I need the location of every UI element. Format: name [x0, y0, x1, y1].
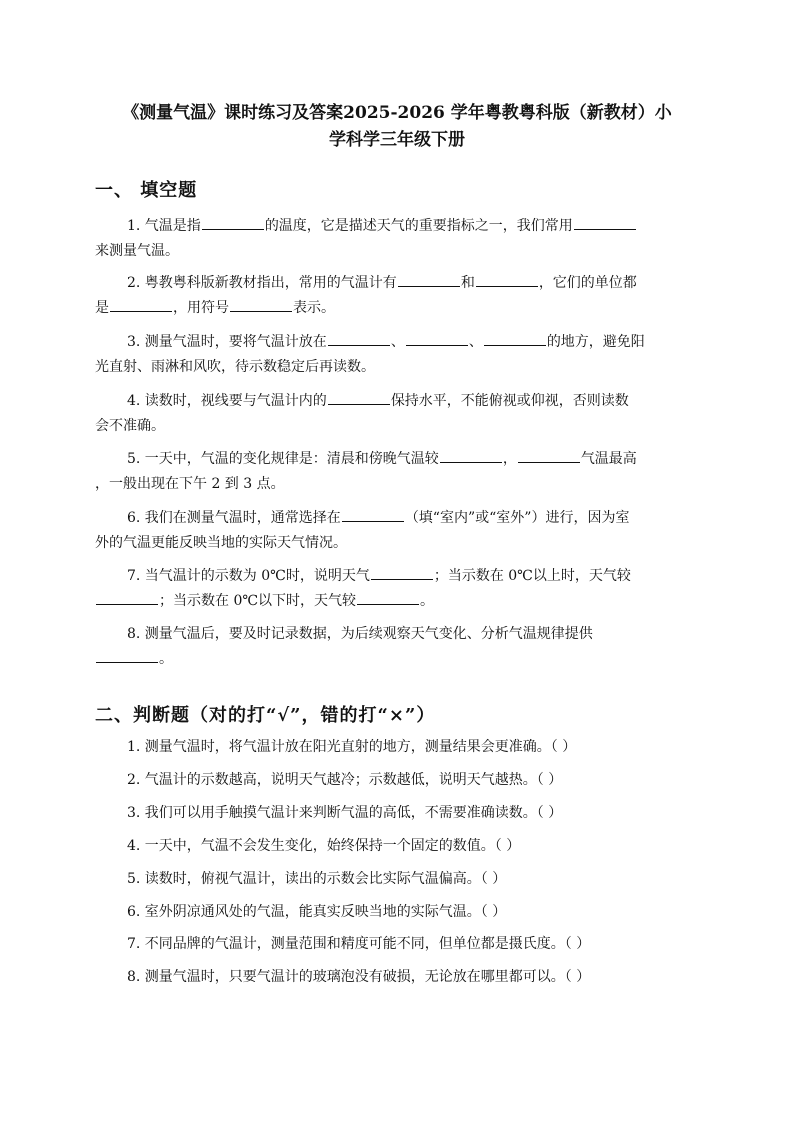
- question-line: 外的气温更能反映当地的实际天气情况。: [95, 535, 347, 551]
- question-8: [95, 622, 699, 672]
- question-4: [95, 389, 699, 439]
- true-false-item[interactable]: 5. 读数时，俯视气温计，读出的示数会比实际气温偏高。（ ）: [127, 871, 507, 887]
- answer-blank[interactable]: [230, 296, 292, 312]
- true-false-item[interactable]: 8. 测量气温时，只要气温计的玻璃泡没有破损，无论放在哪里都可以。（ ）: [127, 969, 591, 985]
- section-heading-fill-in: 一、 填空题: [95, 180, 198, 201]
- question-line: 是 ，用符号 表示。: [95, 296, 699, 321]
- answer-blank[interactable]: [96, 647, 158, 663]
- question-line: 来测量气温。: [95, 243, 179, 259]
- answer-blank[interactable]: [574, 214, 636, 230]
- question-line: 。: [95, 647, 699, 672]
- true-false-item[interactable]: 6. 室外阴凉通风处的气温，能真实反映当地的实际气温。（ ）: [127, 904, 507, 920]
- true-false-item[interactable]: 7. 不同品牌的气温计，测量范围和精度可能不同，但单位都是摄氏度。（ ）: [127, 936, 591, 952]
- question-line: 6. 我们在测量气温时，通常选择在 （填“室内”或“室外”）进行，因为室: [95, 506, 699, 531]
- question-line: 4. 读数时，视线要与气温计内的 保持水平，不能俯视或仰视，否则读数: [95, 389, 699, 414]
- title-line-1: 《测量气温》课时练习及答案2025-2026 学年粤教粤科版（新教材）小: [122, 103, 672, 123]
- question-6: [95, 506, 699, 556]
- question-line: 1. 气温是指 的温度，它是描述天气的重要指标之一，我们常用: [95, 214, 699, 239]
- question-line: 3. 测量气温时，要将气温计放在 、 、 的地方，避免阳: [95, 330, 699, 355]
- question-line: 会不准确。: [95, 418, 165, 434]
- answer-blank[interactable]: [328, 389, 390, 405]
- answer-blank[interactable]: [406, 330, 468, 346]
- title-line-2: 学科学三年级下册: [329, 130, 465, 150]
- answer-blank[interactable]: [476, 271, 538, 287]
- worksheet-title: [95, 100, 699, 154]
- true-false-item[interactable]: 2. 气温计的示数越高，说明天气越冷；示数越低，说明天气越热。（ ）: [127, 772, 563, 788]
- question-1: [95, 214, 699, 264]
- question-line: 2. 粤教粤科版新教材指出，常用的气温计有 和 ，它们的单位都: [95, 271, 699, 296]
- true-false-item[interactable]: 3. 我们可以用手触摸气温计来判断气温的高低，不需要准确读数。（ ）: [127, 805, 563, 821]
- answer-blank[interactable]: [202, 214, 264, 230]
- answer-blank[interactable]: [357, 589, 419, 605]
- question-line: ；当示数在 0℃以下时，天气较 。: [95, 589, 699, 614]
- answer-blank[interactable]: [342, 506, 404, 522]
- true-false-item[interactable]: 4. 一天中，气温不会发生变化，始终保持一个固定的数值。（ ）: [127, 838, 521, 854]
- answer-blank[interactable]: [518, 447, 580, 463]
- question-line: ，一般出现在下午 2 到 3 点。: [95, 476, 285, 492]
- question-7: [95, 564, 699, 614]
- true-false-item[interactable]: 1. 测量气温时，将气温计放在阳光直射的地方，测量结果会更准确。（ ）: [127, 739, 577, 755]
- question-line: 7. 当气温计的示数为 0℃时，说明天气 ；当示数在 0℃以上时，天气较: [95, 564, 699, 589]
- question-2: [95, 271, 699, 321]
- question-line: 8. 测量气温后，要及时记录数据，为后续观察天气变化、分析气温规律提供: [127, 626, 593, 642]
- question-5: [95, 447, 699, 497]
- answer-blank[interactable]: [440, 447, 502, 463]
- answer-blank[interactable]: [96, 589, 158, 605]
- answer-blank[interactable]: [398, 271, 460, 287]
- question-line: 光直射、雨淋和风吹，待示数稳定后再读数。: [95, 359, 375, 375]
- section-heading-true-false: 二、判断题（对的打“√”，错的打“×”）: [95, 705, 436, 726]
- answer-blank[interactable]: [371, 564, 433, 580]
- answer-blank[interactable]: [484, 330, 546, 346]
- answer-blank[interactable]: [328, 330, 390, 346]
- answer-blank[interactable]: [110, 296, 172, 312]
- question-line: 5. 一天中，气温的变化规律是：清晨和傍晚气温较 ， 气温最高: [95, 447, 699, 472]
- question-3: [95, 330, 699, 380]
